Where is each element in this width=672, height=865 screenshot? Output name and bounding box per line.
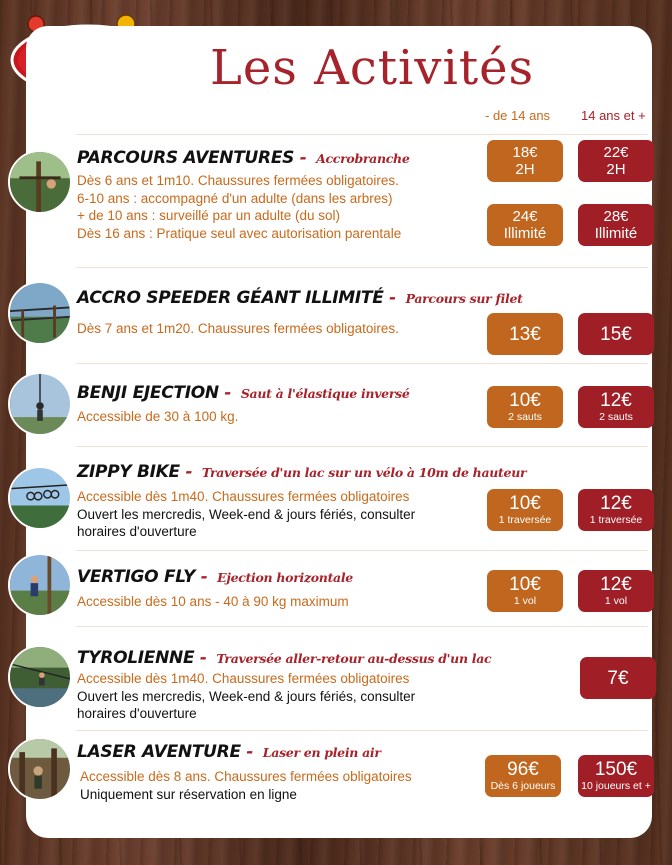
price-14-plus bbox=[578, 313, 654, 355]
activity-title: LASER AVENTURE - Laser en plein air bbox=[77, 742, 381, 762]
price-amount: 12€ bbox=[600, 390, 632, 411]
price-amount: 150€ bbox=[594, 759, 638, 780]
activity-description bbox=[77, 172, 401, 242]
description-line: Uniquement sur réservation en ligne bbox=[80, 786, 297, 802]
divider bbox=[76, 267, 648, 268]
description-line: Ouvert les mercredis, Week-end & jours fériés, consulter bbox=[77, 688, 416, 704]
divider bbox=[76, 626, 648, 627]
price-amount: 96€ bbox=[507, 759, 539, 780]
activity-photo bbox=[8, 150, 72, 214]
activity-title: ACCRO SPEEDER GÉANT ILLIMITÉ - Parcours sur filet bbox=[77, 288, 523, 308]
activity-name: PARCOURS AVENTURES bbox=[77, 148, 295, 168]
activity-subtitle: Saut à l'élastique inversé bbox=[240, 386, 410, 401]
price-14-plus bbox=[578, 140, 654, 182]
price-14-plus bbox=[578, 386, 654, 428]
price-note: 2H bbox=[515, 161, 535, 178]
price-amount: 7€ bbox=[607, 667, 629, 689]
price-under-14 bbox=[487, 570, 563, 612]
description-line: horaires d'ouverture bbox=[77, 706, 197, 721]
activity-subtitle: Traversée d'un lac sur un vélo à 10m de hauteur bbox=[201, 465, 527, 480]
price-amount: 22€ bbox=[603, 144, 629, 161]
activity-photo bbox=[8, 737, 72, 801]
activity-photo bbox=[8, 372, 72, 436]
price-note: 2H bbox=[606, 161, 626, 178]
price-note: 1 vol bbox=[604, 595, 628, 607]
price-under-14 bbox=[487, 204, 563, 246]
description-line: Ouvert les mercredis, Week-end & jours fériés, consulter bbox=[77, 506, 416, 522]
activity-description bbox=[80, 768, 412, 803]
divider bbox=[76, 730, 648, 731]
description-line: 6-10 ans : accompagné d'un adulte (dans les arbres) bbox=[77, 190, 393, 206]
description-line: Dès 6 ans et 1m10. Chaussures fermées obligatoires. bbox=[77, 173, 399, 188]
description-line: Accessible dès 1m40. Chaussures fermées obligatoires bbox=[77, 489, 410, 504]
activity-name: LASER AVENTURE bbox=[77, 742, 241, 762]
description-line: Accessible dès 1m40. Chaussures fermées obligatoires bbox=[77, 671, 410, 686]
activity-description bbox=[77, 408, 238, 426]
description-line: + de 10 ans : surveillé par un adulte (du sol) bbox=[77, 208, 341, 223]
column-header-under-14: - de 14 ans bbox=[485, 108, 551, 123]
price-note: Dès 6 joueurs bbox=[490, 780, 556, 792]
activity-title: BENJI EJECTION - Saut à l'élastique inversé bbox=[77, 383, 410, 403]
activity-subtitle: Ejection horizontale bbox=[217, 570, 353, 585]
price-amount: 28€ bbox=[603, 208, 629, 225]
activity-photo bbox=[8, 553, 72, 617]
price-14-plus bbox=[578, 755, 654, 797]
page-title: Les Activités bbox=[210, 40, 535, 96]
activity-description bbox=[77, 670, 415, 723]
activity-name: BENJI EJECTION bbox=[77, 383, 219, 403]
activity-subtitle: Accrobranche bbox=[316, 151, 410, 166]
price-under-14 bbox=[487, 313, 563, 355]
column-header-14-plus: 14 ans et + bbox=[581, 108, 646, 123]
price-all-ages bbox=[580, 657, 656, 699]
activity-title: VERTIGO FLY - Ejection horizontale bbox=[77, 567, 353, 587]
activity-photo bbox=[8, 466, 72, 530]
price-note: 1 traversée bbox=[498, 514, 552, 526]
activity-title: ZIPPY BIKE - Traversée d'un lac sur un vélo à 10m de hauteur bbox=[77, 462, 527, 482]
price-amount: 12€ bbox=[600, 574, 632, 595]
price-note: 1 vol bbox=[513, 595, 537, 607]
activity-subtitle: Laser en plein air bbox=[262, 745, 381, 760]
divider bbox=[76, 446, 648, 447]
price-amount: 13€ bbox=[509, 323, 541, 345]
description-line: Dès 7 ans et 1m20. Chaussures fermées obligatoires. bbox=[77, 321, 399, 336]
price-14-plus bbox=[578, 204, 654, 246]
price-note: Illimité bbox=[594, 225, 638, 242]
price-under-14 bbox=[487, 489, 563, 531]
price-amount: 12€ bbox=[600, 493, 632, 514]
activity-photo bbox=[8, 645, 72, 709]
description-line: Accessible dès 10 ans - 40 à 90 kg maximum bbox=[77, 594, 349, 609]
price-note: 10 joueurs et + bbox=[581, 780, 651, 792]
price-amount: 10€ bbox=[509, 493, 541, 514]
activity-title: PARCOURS AVENTURES - Accrobranche bbox=[77, 148, 410, 168]
activity-subtitle: Parcours sur filet bbox=[405, 291, 523, 306]
activity-name: ZIPPY BIKE bbox=[77, 462, 180, 482]
divider bbox=[76, 363, 648, 364]
activity-title: TYROLIENNE - Traversée aller-retour au-dessus d'un lac bbox=[77, 648, 492, 668]
divider bbox=[76, 134, 648, 135]
price-under-14 bbox=[487, 140, 563, 182]
activity-name: TYROLIENNE bbox=[77, 648, 195, 668]
activity-name: VERTIGO FLY bbox=[77, 567, 196, 587]
divider bbox=[76, 550, 648, 551]
description-line: Accessible dès 8 ans. Chaussures fermées obligatoires bbox=[80, 769, 412, 784]
price-under-14 bbox=[485, 755, 561, 797]
price-amount: 15€ bbox=[600, 323, 632, 345]
activity-description bbox=[77, 593, 349, 611]
activity-description bbox=[77, 320, 399, 338]
price-note: 1 traversée bbox=[589, 514, 643, 526]
price-amount: 24€ bbox=[512, 208, 538, 225]
price-note: 2 sauts bbox=[508, 411, 542, 423]
description-line: horaires d'ouverture bbox=[77, 524, 197, 539]
price-14-plus bbox=[578, 570, 654, 612]
activity-description bbox=[77, 488, 415, 541]
description-line: Dès 16 ans : Pratique seul avec autorisation parentale bbox=[77, 225, 402, 241]
description-line: Accessible de 30 à 100 kg. bbox=[77, 409, 239, 424]
price-amount: 18€ bbox=[512, 144, 538, 161]
price-note: Illimité bbox=[503, 225, 547, 242]
price-under-14 bbox=[487, 386, 563, 428]
price-amount: 10€ bbox=[509, 574, 541, 595]
activity-name: ACCRO SPEEDER GÉANT ILLIMITÉ bbox=[77, 288, 384, 308]
price-amount: 10€ bbox=[509, 390, 541, 411]
price-note: 2 sauts bbox=[599, 411, 633, 423]
activity-subtitle: Traversée aller-retour au-dessus d'un lac bbox=[216, 651, 492, 666]
activity-photo bbox=[8, 281, 72, 345]
price-14-plus bbox=[578, 489, 654, 531]
